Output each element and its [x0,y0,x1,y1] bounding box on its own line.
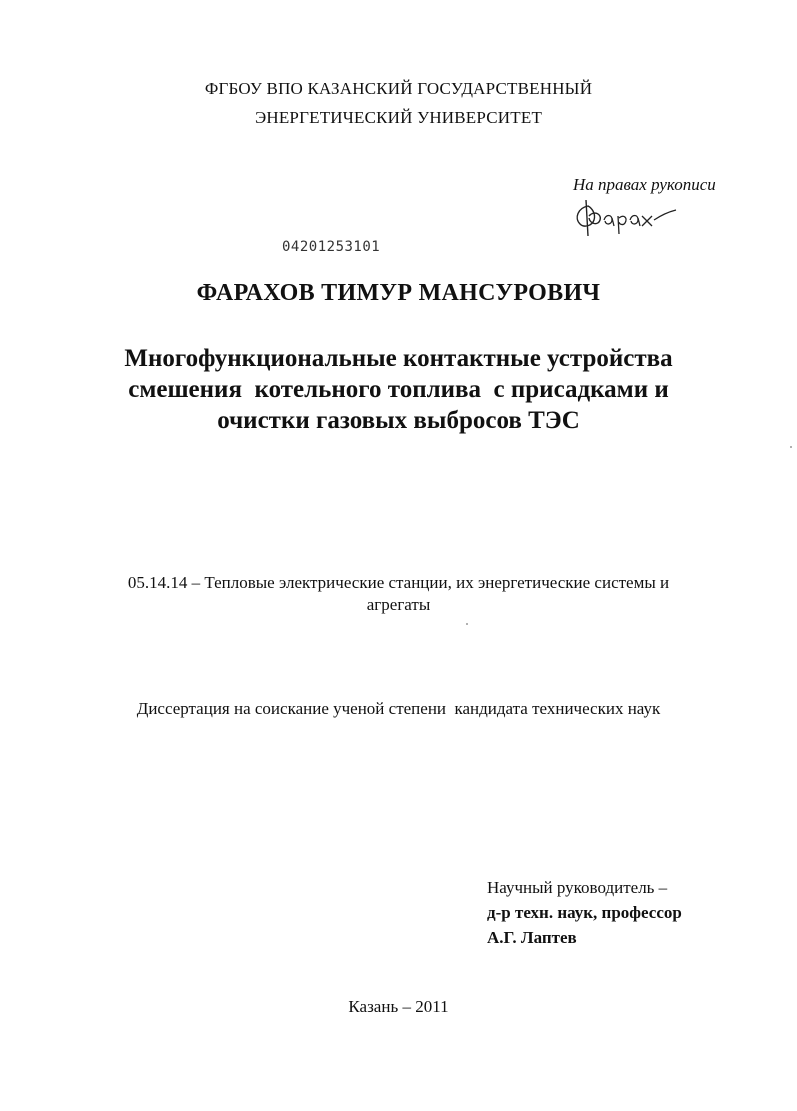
title-line-3: очистки газовых выбросов ТЭС [217,407,580,434]
institution-line-1: ФГБОУ ВПО КАЗАНСКИЙ ГОСУДАРСТВЕННЫЙ [204,79,593,98]
supervisor-role: Научный руководитель – [487,878,668,897]
title-line-2: смешения котельного топлива с присадками и [128,376,669,403]
dissertation-title [0,343,797,436]
city-year: Казань – 2011 [348,997,449,1016]
supervisor-block [487,875,682,950]
author-name: ФАРАХОВ ТИМУР МАНСУРОВИЧ [196,280,601,306]
manuscript-rights-label: На правах рукописи [573,175,716,194]
handwritten-signature [570,196,680,240]
specialty-line-1: 05.14.14 – Тепловые электрические станции, их энергетические системы и [127,573,670,592]
specialty [0,572,797,616]
supervisor-rank: д-р техн. наук, профессор [487,903,682,922]
archive-stamp-number: 04201253101 [282,239,381,255]
institution-line-2: ЭНЕРГЕТИЧЕСКИЙ УНИВЕРСИТЕТ [254,108,543,127]
scan-speck [466,623,468,625]
title-line-1: Многофункциональные контактные устройства [124,345,673,372]
degree-statement: Диссертация на соискание ученой степени кандидата технических наук [136,699,661,718]
specialty-line-2: агрегаты [366,595,431,614]
supervisor-name: А.Г. Лаптев [487,928,577,947]
scan-speck [790,446,792,448]
